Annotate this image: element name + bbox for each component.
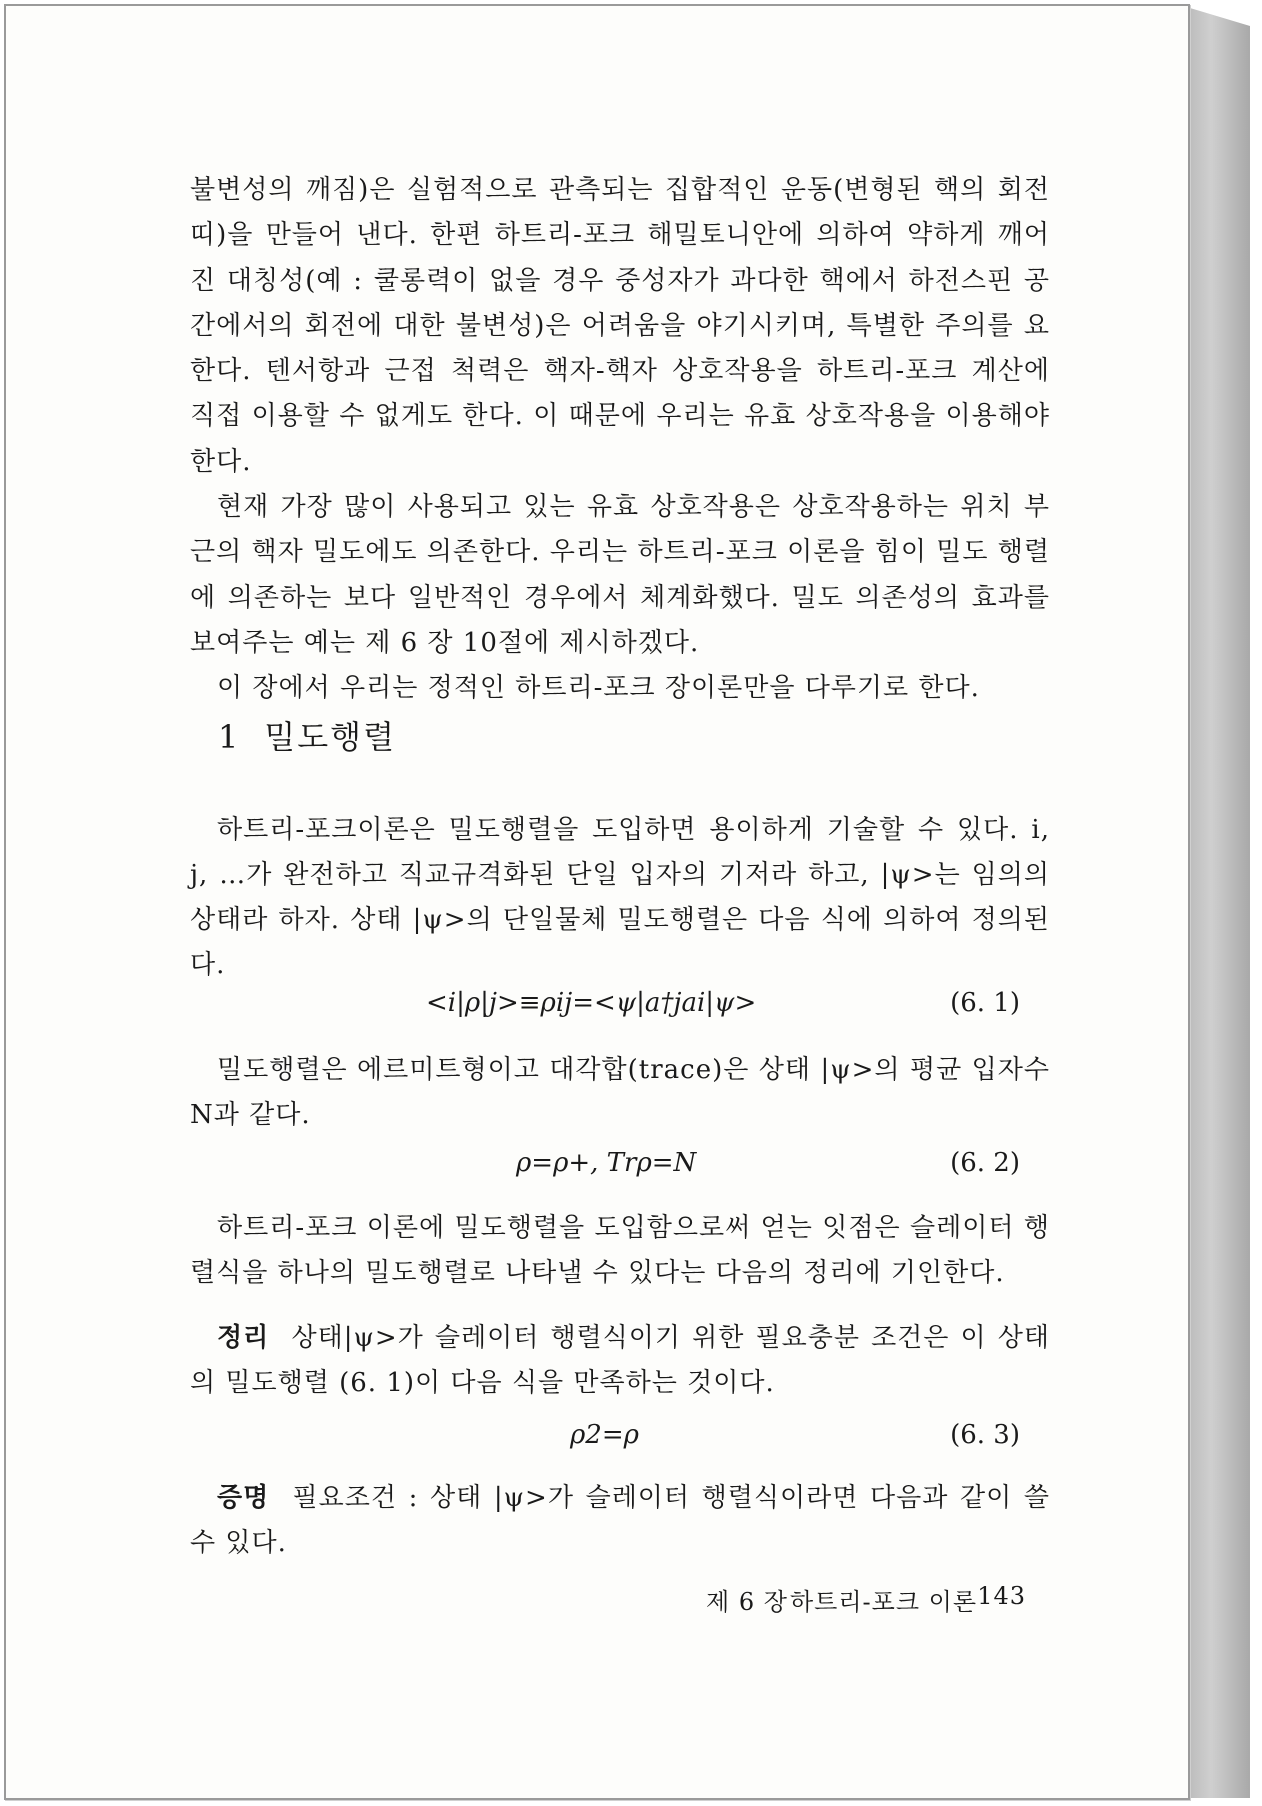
paragraph-4: 하트리-포크이론은 밀도행렬을 도입하면 용이하게 기술할 수 있다. i, j, …가 완전하고 직교규격화된 단일 입자의 기저라 하고, |ψ>는 임의의 상태라 하자. 상태 |ψ>의 단일물체 밀도행렬은 다음 식에 의하여 정의된다. xyxy=(190,815,1050,980)
section-title: 밀도행렬 xyxy=(264,718,397,756)
equation-6-2 xyxy=(190,1148,1020,1192)
proof-label: 증명 xyxy=(217,1483,270,1513)
intro-text xyxy=(190,168,1050,712)
paragraph-3: 이 장에서 우리는 정적인 하트리-포크 장이론만을 다루기로 한다. xyxy=(217,673,980,704)
advantage-text xyxy=(190,1206,1050,1296)
equation-expression: <i|ρ|j>≡ρij=<ψ|a†jai|ψ> xyxy=(426,988,757,1018)
equation-expression: ρ=ρ+, Trρ=N xyxy=(516,1148,697,1178)
paragraph-2: 현재 가장 많이 사용되고 있는 유효 상호작용은 상호작용하는 위치 부근의 핵자 밀도에도 의존한다. 우리는 하트리-포크 이론을 힘이 밀도 행렬에 의존하는 보다 일반적인 경우에서 체계화했다. 밀도 의존성의 효과를 보여주는 예는 제 6 장 10절에 제시하겠다. xyxy=(190,492,1050,658)
paragraph-5: 밀도행렬은 에르미트형이고 대각합(trace)은 상태 |ψ>의 평균 입자수 N과 같다. xyxy=(190,1055,1050,1130)
paragraph-6: 하트리-포크 이론에 밀도행렬을 도입함으로써 얻는 잇점은 슬레이터 행렬식을 하나의 밀도행렬로 나타낼 수 있다는 다음의 정리에 기인한다. xyxy=(190,1213,1050,1288)
theorem-block xyxy=(190,1316,1050,1406)
paragraph-1: 불변성의 깨짐)은 실험적으로 관측되는 집합적인 운동(변형된 핵의 회전띠)을 만들어 낸다. 한편 하트리-포크 해밀토니안에 의하여 약하게 깨어진 대칭성(예 : 쿨롱력이 없을 경우 중성자가 과다한 핵에서 하전스핀 공간에서의 회전에 대한 불변성)은 어려움을 야기시키며, 특별한 주의를 요한다. 텐서항과 근접 척력은 핵자-핵자 상호작용을 하트리-포크 계산에 직접 이용할 수 없게도 한다. 이 때문에 우리는 유효 상호작용을 이용해야 한다. xyxy=(190,175,1050,477)
trace-text xyxy=(190,1048,1050,1138)
section-number: 1 xyxy=(218,718,241,756)
equation-number: (6. 3) xyxy=(950,1420,1020,1450)
footer-title: 하트리-포크 이론 xyxy=(790,1588,978,1616)
page-edge xyxy=(1190,8,1250,1798)
equation-expression: ρ2=ρ xyxy=(570,1420,639,1450)
page-footer xyxy=(706,1582,1026,1618)
equation-number: (6. 1) xyxy=(950,988,1020,1018)
equation-6-1 xyxy=(190,988,1020,1032)
theorem-label: 정리 xyxy=(217,1323,270,1353)
density-matrix-intro xyxy=(190,808,1050,988)
section-heading xyxy=(218,712,396,758)
equation-number: (6. 2) xyxy=(950,1148,1020,1178)
theorem-text: 상태|ψ>가 슬레이터 행렬식이기 위한 필요충분 조건은 이 상태의 밀도행렬 (6. 1)이 다음 식을 만족하는 것이다. xyxy=(190,1323,1050,1398)
footer-chapter: 제 6 장 xyxy=(706,1588,788,1616)
equation-6-3 xyxy=(190,1420,1020,1464)
proof-block xyxy=(190,1476,1050,1566)
page-number: 143 xyxy=(977,1582,1026,1610)
proof-text: 필요조건 : 상태 |ψ>가 슬레이터 행렬식이라면 다음과 같이 쓸 수 있다. xyxy=(190,1483,1050,1558)
